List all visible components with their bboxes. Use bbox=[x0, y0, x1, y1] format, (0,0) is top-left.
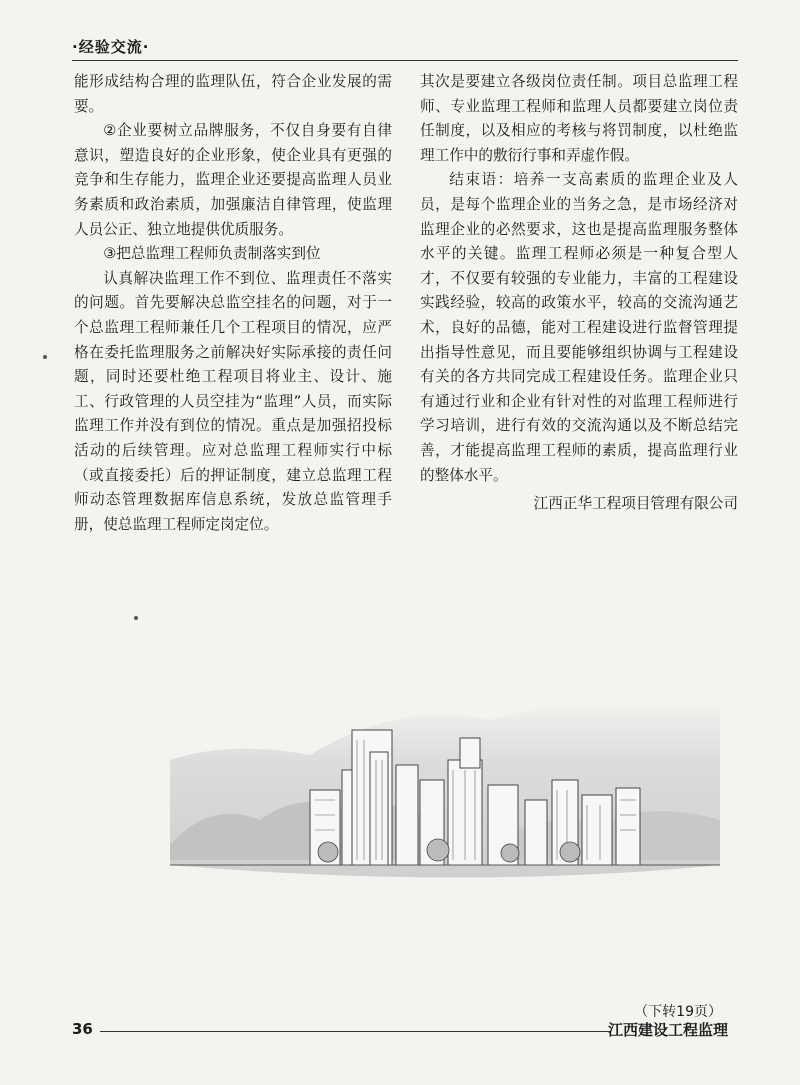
paragraph-chief-engineer: 认真解决监理工作不到位、监理责任不落实的问题。首先要解决总监空挂名的问题，对于一个总监理工程师兼任几个工程项目的情况，应严格在委托监理服务之前解决好实际承接的责任问题，同时还要杜绝工程项目将业主、设计、施工、行政管理的人员空挂为“监理”人员，而实际监理工作并没有到位的情况。重点是加强招投标活动的后续管理。应对总监理工程师实行中标（或直接委托）后的押证制度，建立总监理工程师动态管理数据库信息系统，发放总监管理手册，使总监理工程师定岗定位。 bbox=[74, 269, 392, 533]
header-rule bbox=[72, 60, 738, 61]
page-number: 36 bbox=[72, 1020, 93, 1038]
paragraph-brand-service: ②企业要树立品牌服务，不仅自身要有自律意识，塑造良好的企业形象，使企业具有更强的竞争和生存能力，监理企业还要提高监理人员业务素质和政治素质，加强廉洁自律管理，使监理人员公正、独立地提供优质服务。 bbox=[74, 122, 392, 238]
footer-rule bbox=[100, 1031, 610, 1032]
city-skyline-illustration bbox=[170, 660, 720, 900]
left-column bbox=[74, 70, 392, 537]
section-label: ·经验交流· bbox=[72, 38, 150, 56]
publication-title: 江西建设工程监理 bbox=[607, 1021, 728, 1039]
company-signature: 江西正华工程项目管理有限公司 bbox=[533, 495, 738, 513]
right-column bbox=[420, 70, 738, 517]
paragraph-conclusion: 结束语：培养一支高素质的监理企业及人员，是每个监理企业的当务之急，是市场经济对监理企业的必然要求，这也是提高监理服务整体水平的关键。监理工程师必须是一种复合型人才，不仅要有较强的专业能力，丰富的工程建设实践经验，较高的政策水平，较高的交流沟通艺术，良好的品德，能对工程建设进行监督管理提出指导性意见，而且要能够组织协调与工程建设有关的各方共同完成工程建设任务。监理企业只有通过行业和企业有针对性的对监理工程师进行学习培训，进行有效的交流沟通以及不断总结完善，才能提高监理工程师的素质，提高监理行业的整体水平。 bbox=[420, 171, 738, 484]
scan-mark bbox=[43, 355, 47, 359]
scan-mark bbox=[134, 616, 138, 620]
continued-note: （下转19页） bbox=[634, 1004, 722, 1020]
paragraph-continuation: 能形成结构合理的监理队伍，符合企业发展的需要。 bbox=[74, 73, 392, 115]
paragraph-responsibility: 其次是要建立各级岗位责任制。项目总监理工程师、专业监理工程师和监理人员都要建立岗位责任制度，以及相应的考核与将罚制度，以杜绝监理工作中的敷衍行事和弄虚作假。 bbox=[420, 73, 738, 164]
subheading-chief-engineer: ③把总监理工程师负责制落实到位 bbox=[103, 245, 321, 263]
